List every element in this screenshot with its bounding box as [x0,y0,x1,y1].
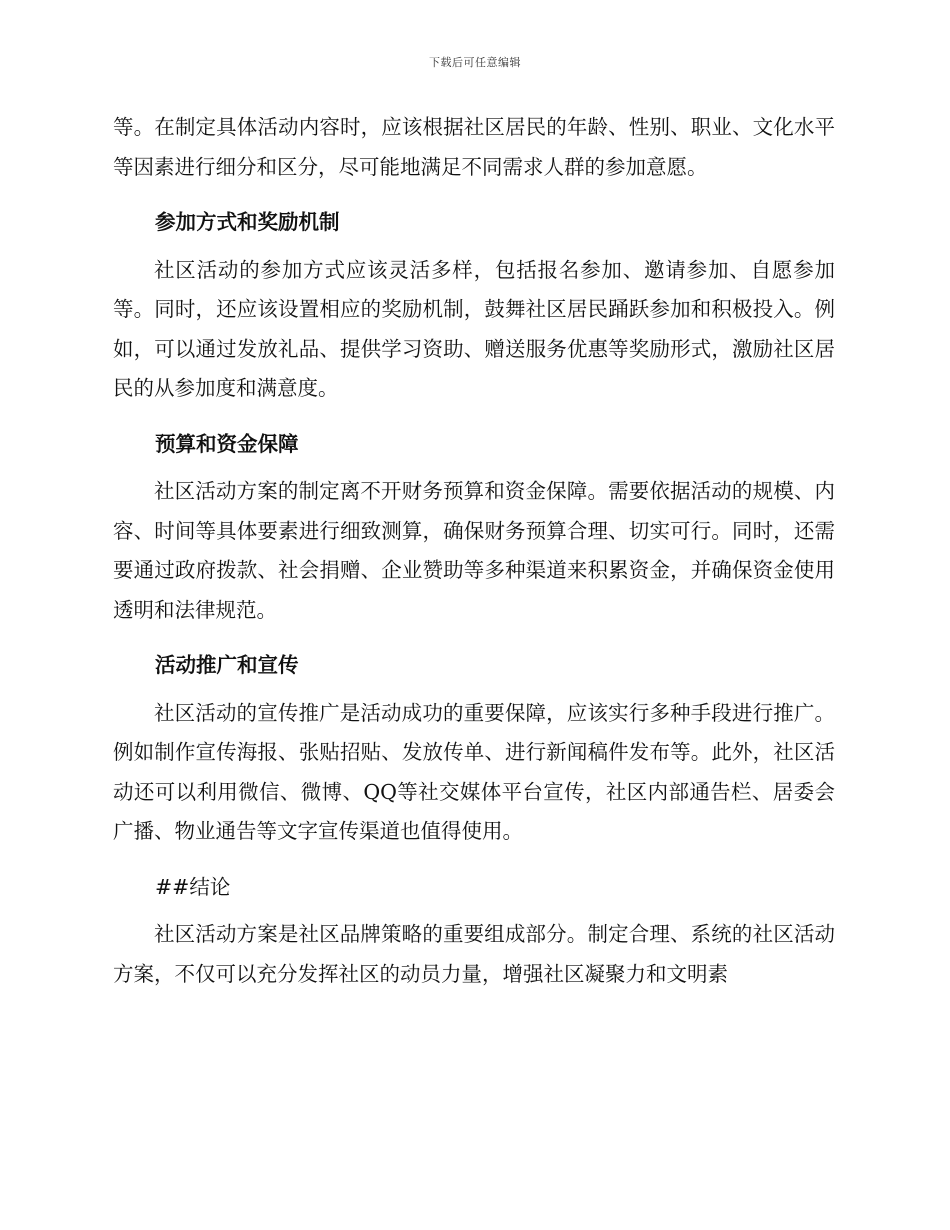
page-header: 下载后可任意编辑 [429,56,521,69]
paragraph-budget: 社区活动方案的制定离不开财务预算和资金保障。需要依据活动的规模、内容、时间等具体要素进行细致测算，确保财务预算合理、切实可行。同时，还需要通过政府拨款、社会捐赠、企业赞助等多种渠道来积累资金，并确保资金使用透明和法律规范。 [113,479,835,622]
paragraph-continuation: 等。在制定具体活动内容时，应该根据社区居民的年龄、性别、职业、文化水平等因素进行细分和区分，尽可能地满足不同需求人群的参加意愿。 [113,115,835,179]
section-heading-conclusion: ##结论 [155,874,231,899]
section-heading-budget: 预算和资金保障 [155,431,299,456]
paragraph-conclusion: 社区活动方案是社区品牌策略的重要组成部分。制定合理、系统的社区活动方案，不仅可以充分发挥社区的动员力量，增强社区凝聚力和文明素 [113,922,835,986]
paragraph-promotion: 社区活动的宣传推广是活动成功的重要保障，应该实行多种手段进行推广。例如制作宣传海报、张贴招贴、发放传单、进行新闻稿件发布等。此外，社区活动还可以利用微信、微博、QQ等社交媒体平台宣传，社区内部通告栏、居委会广播、物业通告等文字宣传渠道也值得使用。 [113,700,835,843]
paragraph-participation: 社区活动的参加方式应该灵活多样，包括报名参加、邀请参加、自愿参加等。同时，还应该设置相应的奖励机制，鼓舞社区居民踊跃参加和积极投入。例如，可以通过发放礼品、提供学习资助、赠送服务优惠等奖励形式，激励社区居民的从参加度和满意度。 [113,257,835,400]
section-heading-participation: 参加方式和奖励机制 [155,210,340,234]
document-body [113,108,835,994]
section-heading-promotion: 活动推广和宣传 [155,653,299,677]
